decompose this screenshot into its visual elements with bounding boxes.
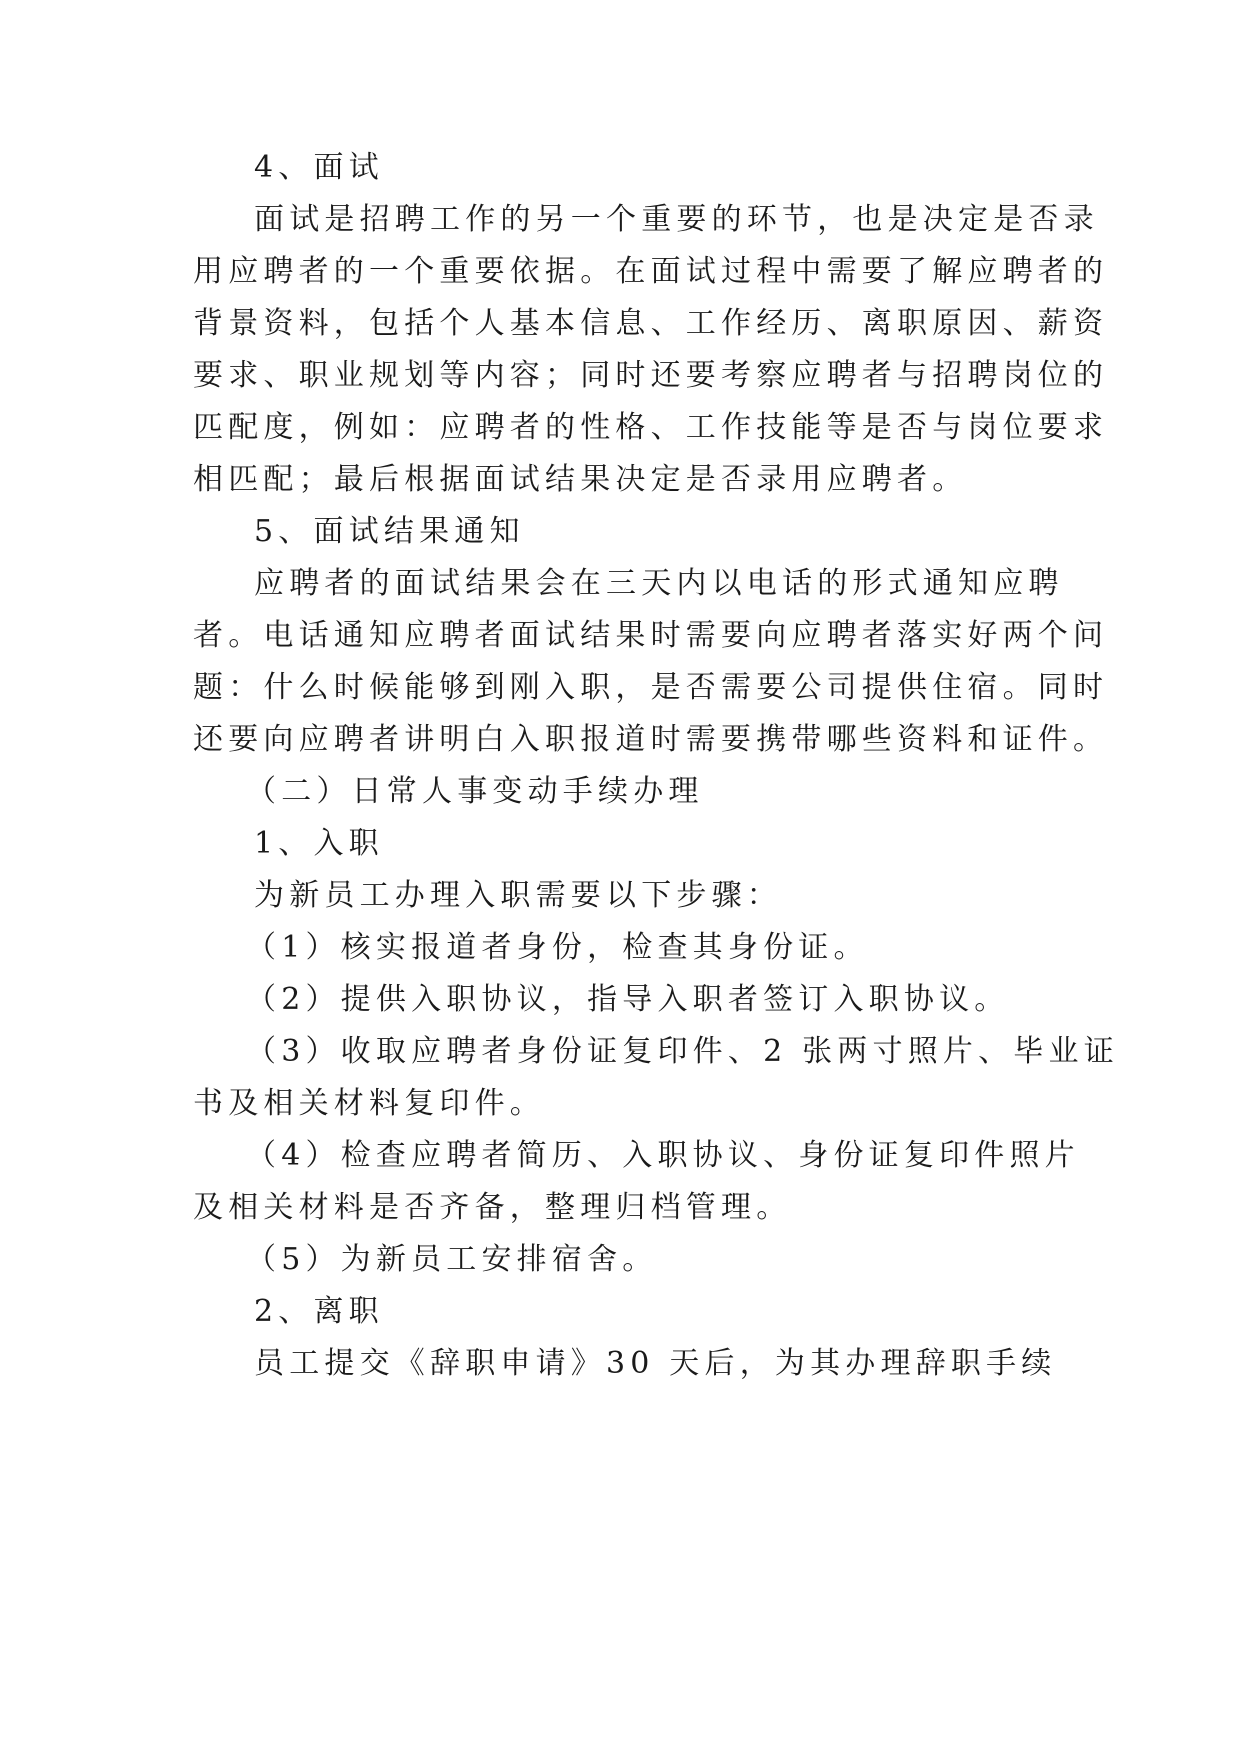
list-item: （2）提供入职协议，指导入职者签订入职协议。	[246, 982, 1010, 1017]
paragraph-line: 还要向应聘者讲明白入职报道时需要携带哪些资料和证件。	[193, 722, 1109, 757]
list-item: （5）为新员工安排宿舍。	[246, 1242, 658, 1277]
paragraph-line: 面试是招聘工作的另一个重要的环节，也是决定是否录	[254, 202, 1099, 237]
section-heading-personnel-changes: （二）日常人事变动手续办理	[246, 774, 704, 809]
paragraph-line: 要求、职业规划等内容；同时还要考察应聘者与招聘岗位的	[193, 358, 1109, 393]
paragraph-line: 为新员工办理入职需要以下步骤：	[254, 878, 782, 913]
list-item: （3）收取应聘者身份证复印件、2 张两寸照片、毕业证	[246, 1034, 1119, 1069]
paragraph-line: 应聘者的面试结果会在三天内以电话的形式通知应聘	[254, 566, 1064, 601]
paragraph-line: 者。电话通知应聘者面试结果时需要向应聘者落实好两个问	[193, 618, 1109, 653]
section-heading-interview: 4、面试	[254, 150, 384, 185]
list-item-continuation: 及相关材料是否齐备，整理归档管理。	[193, 1190, 792, 1225]
section-heading-resignation: 2、离职	[254, 1294, 384, 1329]
paragraph-line: 相匹配；最后根据面试结果决定是否录用应聘者。	[193, 462, 968, 497]
section-heading-onboarding: 1、入职	[254, 826, 384, 861]
list-item: （1）核实报道者身份，检查其身份证。	[246, 930, 869, 965]
list-item: （4）检查应聘者简历、入职协议、身份证复印件照片	[246, 1138, 1080, 1173]
paragraph-line: 匹配度，例如：应聘者的性格、工作技能等是否与岗位要求	[193, 410, 1109, 445]
paragraph-line: 员工提交《辞职申请》30 天后，为其办理辞职手续	[254, 1346, 1057, 1381]
paragraph-line: 用应聘者的一个重要依据。在面试过程中需要了解应聘者的	[193, 254, 1109, 289]
list-item-continuation: 书及相关材料复印件。	[193, 1086, 545, 1121]
paragraph-line: 题：什么时候能够到刚入职，是否需要公司提供住宿。同时	[193, 670, 1109, 705]
section-heading-result-notice: 5、面试结果通知	[254, 514, 525, 549]
paragraph-line: 背景资料，包括个人基本信息、工作经历、离职原因、薪资	[193, 306, 1109, 341]
